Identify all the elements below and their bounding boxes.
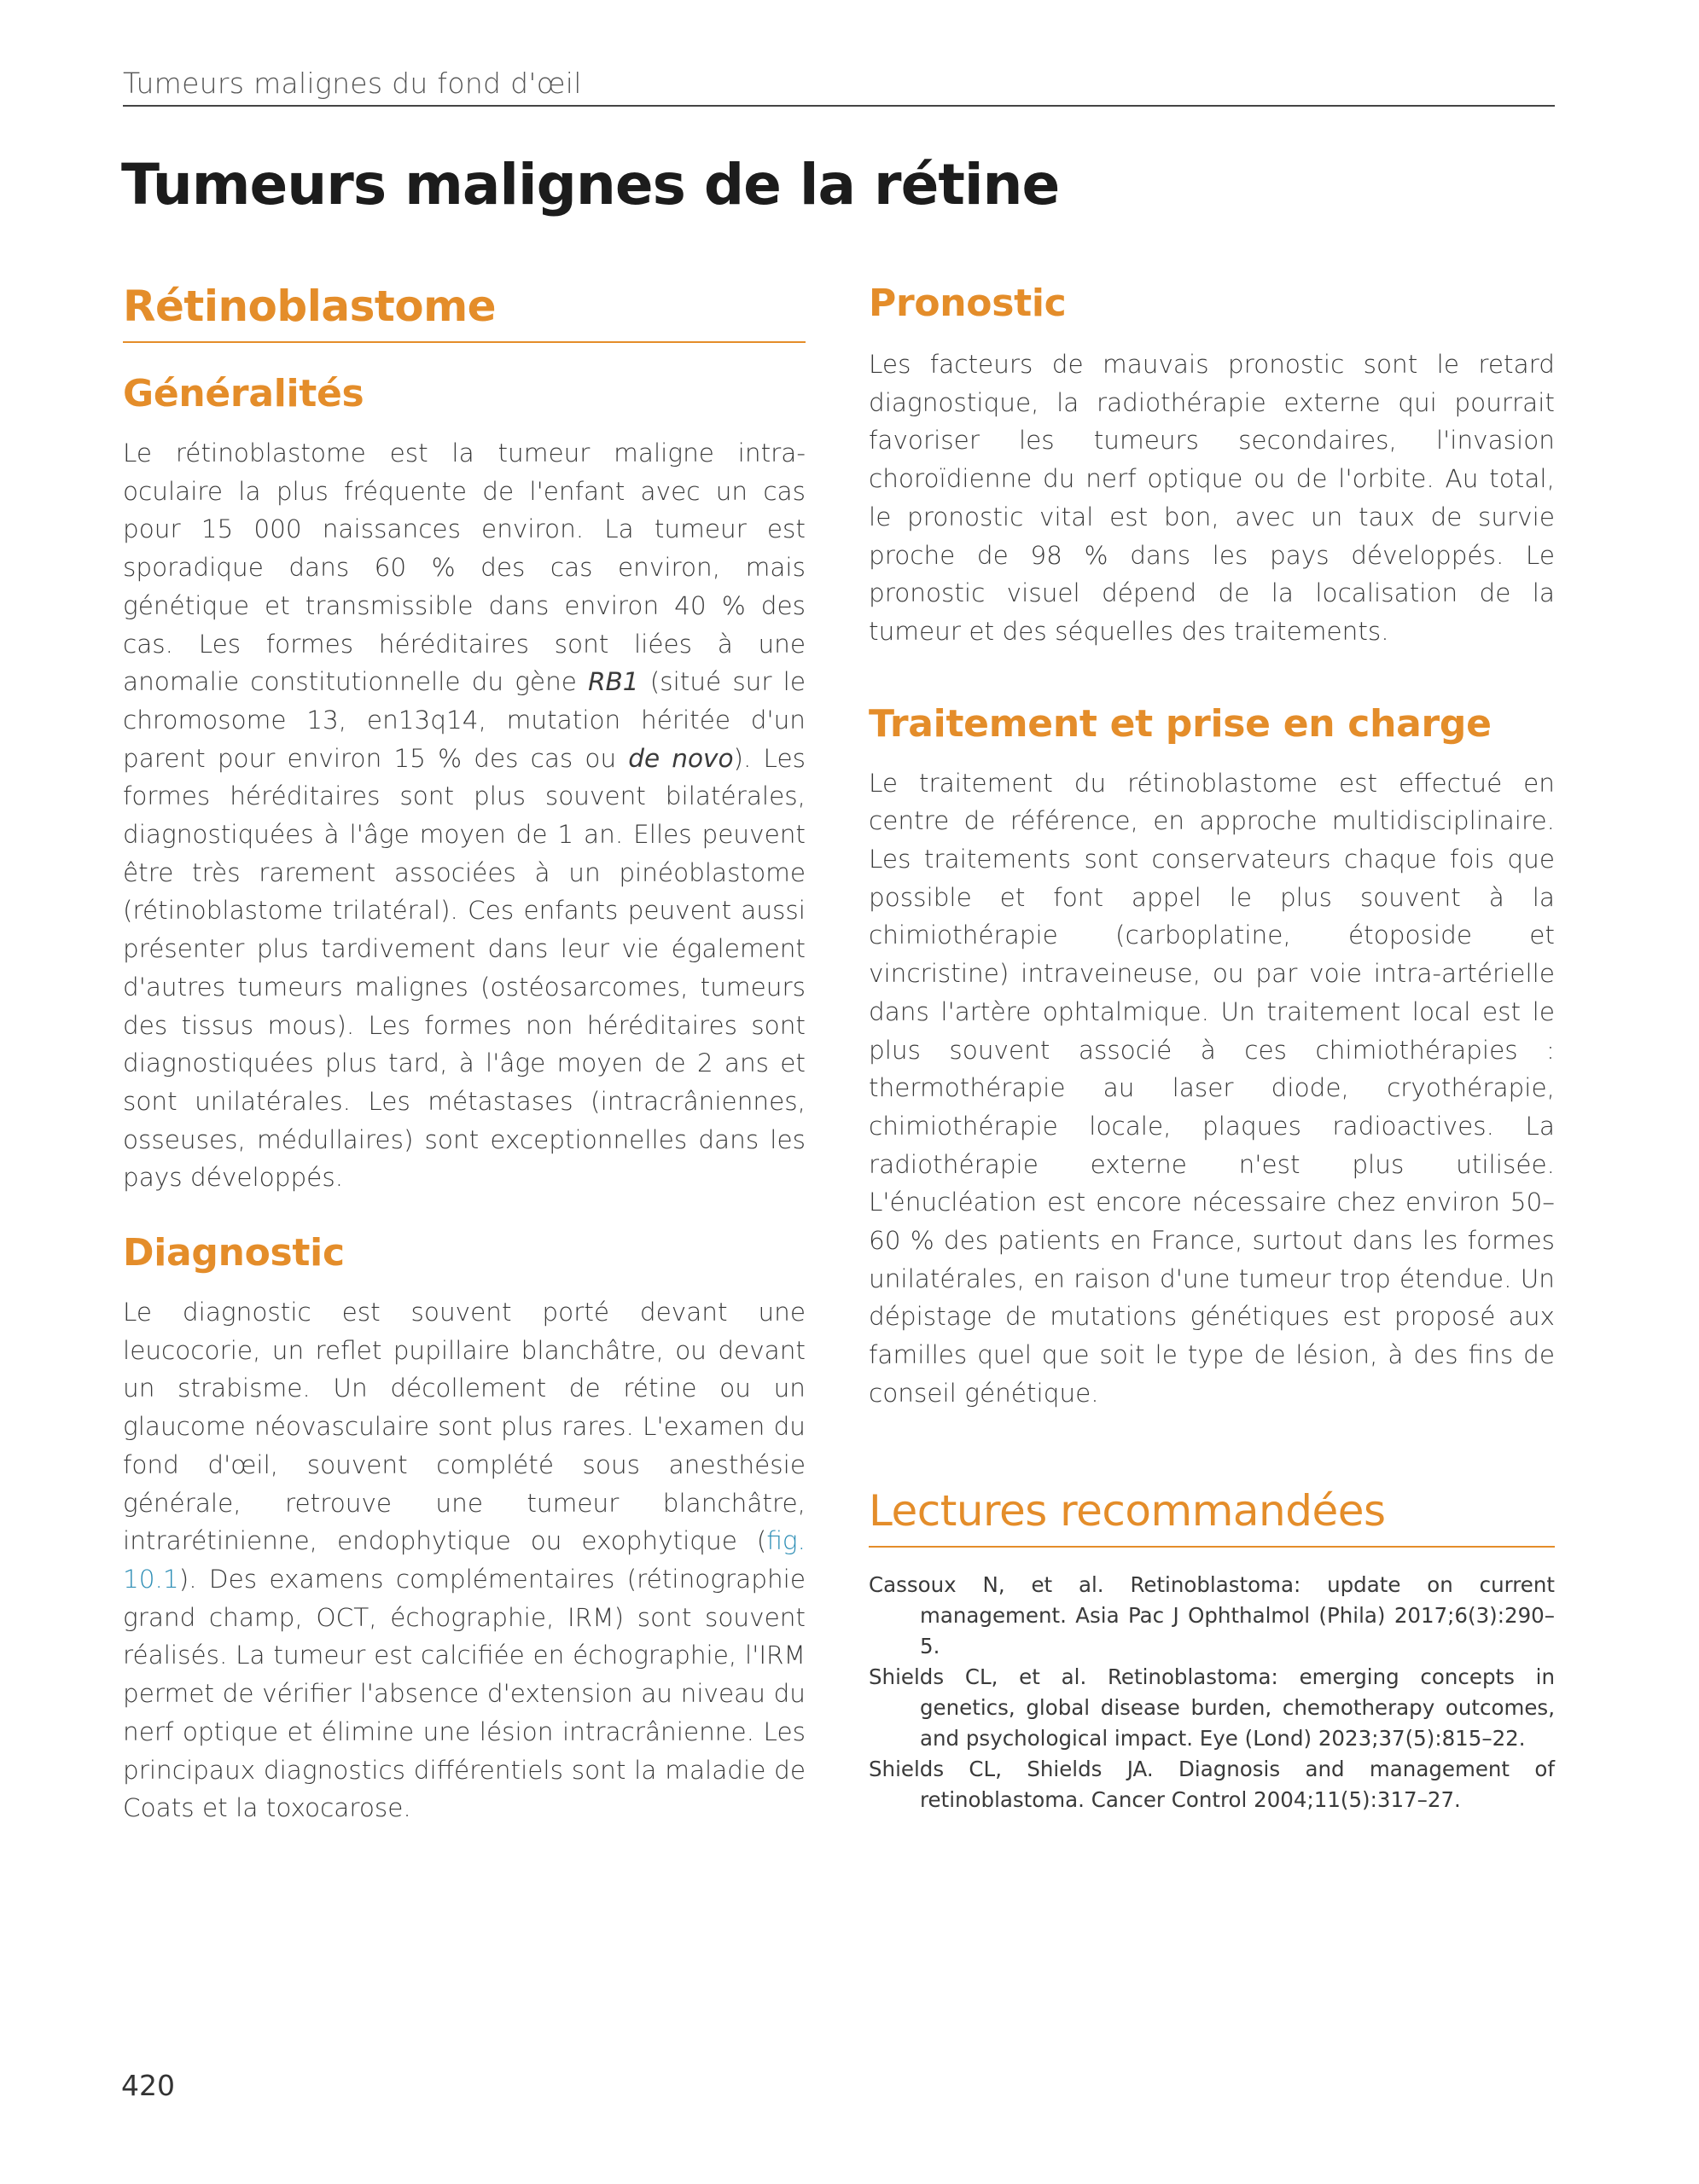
reference-item: Shields CL, et al. Retinoblastoma: emerging concepts in genetics, global disease burden, chemotherapy outcomes, and psychological impact. Eye (Lond) 2023;37(5):815–22. [869, 1664, 1555, 1751]
generalites-paragraph: Le rétinoblastome est la tumeur maligne intra-oculaire la plus fréquente de l'enfant avec un cas pour 15 000 naissances environ. La tumeur est sporadique dans 60 % des cas environ, mais génétique et transmissible dans environ 40 % des cas. Les formes héréditaires sont liées à une anomalie constitutionnelle du gène RB1 (situé sur le chromosome 13, en13q14, mutation héritée d'un parent pour environ 15 % des cas ou de novo). Les formes héréditaires sont plus souvent bilatérales, diagnostiquées à l'âge moyen de 1 an. Elles peuvent être très rarement associées à un pinéoblastome (rétinoblastome trilatéral). Ces enfants peuvent aussi présenter plus tardivement dans leur vie également d'autres tumeurs malignes (ostéosarcomes, tumeurs des tissus mous). Les formes non héréditaires sont diagnostiquées plus tard, à l'âge moyen de 2 ans et sont unilatérales. Les métastases (intracrâniennes, osseuses, médullaires) sont exceptionnelles dans les pays développés. [123, 439, 806, 1193]
reference-item: Cassoux N, et al. Retinoblastoma: update on current management. Asia Pac J Ophthalmol (Phila) 2017;6(3):290–5. [869, 1571, 1555, 1658]
diagnostic-heading: Diagnostic [123, 1231, 345, 1275]
reference-item: Shields CL, Shields JA. Diagnosis and management of retinoblastoma. Cancer Control 2004;11(5):317–27. [869, 1756, 1555, 1812]
pronostic-paragraph: Les facteurs de mauvais pronostic sont le retard diagnostique, la radiothérapie externe qui pourrait favoriser les tumeurs secondaires, l'invasion choroïdienne du nerf optique ou de l'orbite. Au total, le pronostic vital est bon, avec un taux de survie proche de 98 % dans les pays développés. Le pronostic visuel dépend de la localisation de la tumeur et des séquelles des traitements. [869, 350, 1555, 646]
gene-name: RB1 [588, 667, 639, 697]
generalites-heading: Généralités [123, 372, 364, 415]
section-title: Rétinoblastome [123, 282, 806, 343]
diagnostic-paragraph: Le diagnostic est souvent porté devant une leucocorie, un reflet pupillaire blanchâtre, ou devant un strabisme. Un décollement de rétine ou un glaucome néovasculaire sont plus rares. L'examen du fond d'œil, souvent complété sous anesthésie générale, retrouve une tumeur blanchâtre, intrarétinienne, endophytique ou exophytique (fig. 10.1). Des examens complémentaires (rétinographie grand champ, OCT, échographie, IRM) sont souvent réalisés. La tumeur est calcifiée en échographie, l'IRM permet de vérifier l'absence d'extension au niveau du nerf optique et élimine une lésion intracrânienne. Les principaux diagnostics différentiels sont la maladie de Coats et la toxocarose. [123, 1298, 806, 1823]
chapter-title: Tumeurs malignes de la rétine [121, 152, 1060, 218]
reference-list [869, 1570, 1555, 1815]
page-number: 420 [121, 2069, 175, 2102]
traitement-paragraph: Le traitement du rétinoblastome est effectué en centre de référence, en approche multidisciplinaire. Les traitements sont conservateurs chaque fois que possible et font appel le plus souvent à la chimiothérapie (carboplatine, étoposide et vincristine) intraveineuse, ou par voie intra-artérielle dans l'artère ophtalmique. Un traitement local est le plus souvent associé à ces chimiothérapies : thermothérapie au laser diode, cryothérapie, chimiothérapie locale, plaques radioactives. La radiothérapie externe n'est plus utilisée. L'énucléation est encore nécessaire chez environ 50–60 % des patients en France, surtout dans les formes unilatérales, en raison d'une tumeur trop étendue. Un dépistage de mutations génétiques est proposé aux familles quel que soit le type de lésion, à des fins de conseil génétique. [869, 768, 1555, 1408]
right-column [869, 282, 1555, 1815]
lectures-heading: Lectures recommandées [869, 1486, 1555, 1548]
left-column [123, 282, 806, 1827]
pronostic-heading: Pronostic [869, 282, 1067, 325]
traitement-heading: Traitement et prise en charge [869, 701, 1492, 746]
de-novo-term: de novo [628, 743, 734, 773]
running-head: Tumeurs malignes du fond d'œil [123, 67, 1555, 107]
figure-link[interactable]: fig. 10.1 [123, 1526, 806, 1594]
